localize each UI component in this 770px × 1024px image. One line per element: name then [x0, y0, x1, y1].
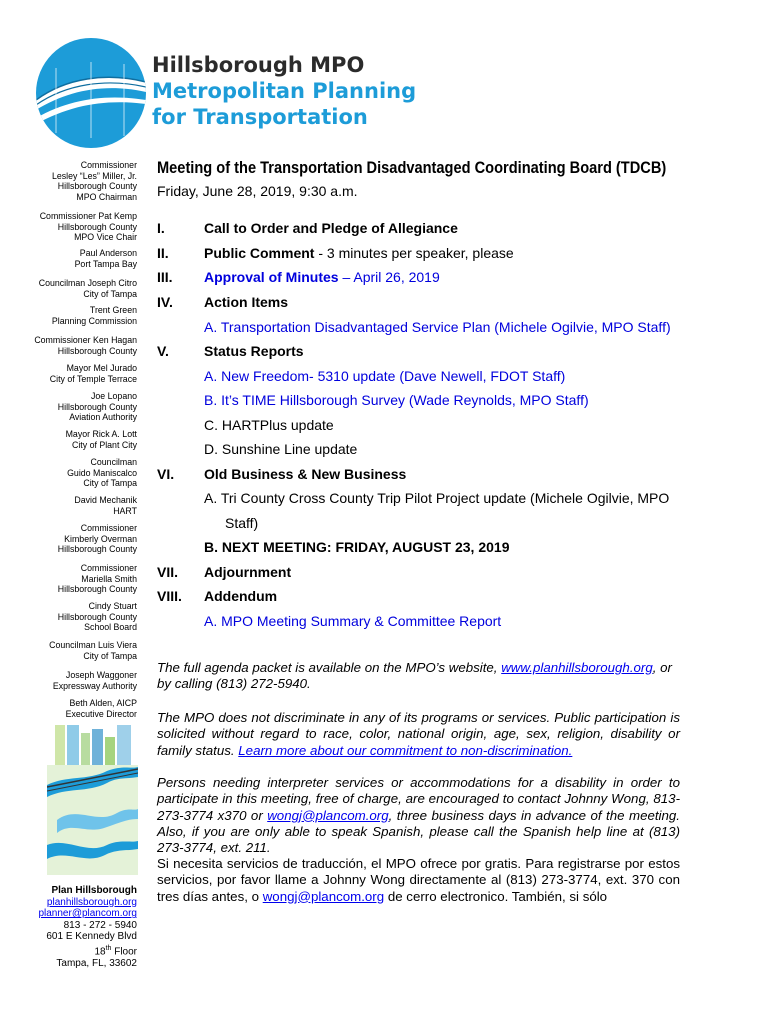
agenda-item-3[interactable]: [204, 269, 440, 285]
board-member-line: City of Tampa: [83, 478, 137, 488]
board-member: [58, 391, 137, 423]
agenda-item-6a-line2: Staff): [225, 515, 259, 531]
board-member-line: Commissioner: [80, 523, 137, 533]
board-member: [39, 278, 137, 299]
agenda-item-5d: D. Sunshine Line update: [204, 441, 358, 457]
agenda-item-5b[interactable]: B. It’s TIME Hillsborough Survey (Wade Reynolds, MPO Staff): [204, 392, 589, 408]
agenda-item-4: Action Items: [204, 294, 289, 310]
agenda-item-6a-line1: A. Tri County Cross County Trip Pilot Project update (Michele Ogilvie, MPO: [204, 490, 670, 506]
brand-line-2: Metropolitan Planning: [152, 79, 417, 103]
board-member-line: City of Tampa: [83, 288, 137, 299]
city-address: Tampa, FL, 33602: [56, 957, 137, 969]
board-member: [66, 698, 137, 719]
board-member-line: Guido Maniscalco: [67, 467, 137, 478]
board-member: [52, 160, 137, 202]
agenda-packet-note: [157, 660, 680, 693]
agenda-item-7: Adjournment: [204, 564, 292, 580]
board-member: [40, 211, 137, 243]
board-member: [66, 429, 137, 450]
agenda-item-5: Status Reports: [204, 343, 304, 359]
board-member-line: Councilman Luis Viera: [49, 640, 137, 650]
board-member-line: Councilman: [90, 457, 137, 467]
bridge-icon: [36, 38, 146, 148]
agenda-item-8a[interactable]: A. MPO Meeting Summary & Committee Report: [204, 613, 502, 629]
agenda-num-6: VI.: [157, 466, 175, 482]
board-member-line: Commissioner Pat Kemp: [39, 211, 137, 221]
board-member-line: Mariella Smith: [81, 573, 137, 584]
board-member-line: Hillsborough County: [57, 611, 137, 622]
board-member: [58, 523, 137, 555]
meeting-datetime: Friday, June 28, 2019, 9:30 a.m.: [157, 183, 358, 199]
board-member-line: City of Tampa: [83, 650, 137, 661]
interp-text-1: Persons needing interpreter services or accommodations for a disability in order to participate in this meeting, free of charge, are encouraged to contact Johnny Wong, 813-273-3774 x370 or: [157, 775, 680, 823]
street-address: 601 E Kennedy Blvd: [46, 931, 137, 943]
agenda-item-8: Addendum: [204, 588, 278, 604]
floor-word: Floor: [111, 946, 137, 958]
board-member-line: Councilman Joseph Citro: [38, 278, 137, 288]
spanish-email-link[interactable]: wongj@plancom.org: [262, 888, 385, 904]
agenda-item-4a[interactable]: A. Transportation Disadvantaged Service Plan (Michele Ogilvie, MPO Staff): [204, 319, 671, 335]
agenda-item-6: Old Business & New Business: [204, 466, 407, 482]
board-member: [74, 495, 137, 516]
interpreter-note: [157, 775, 680, 856]
agenda-num-3: III.: [157, 269, 173, 285]
nondiscrimination-note: [157, 710, 680, 759]
board-member-line: HART: [113, 505, 137, 516]
board-member-line: City of Plant City: [71, 439, 137, 450]
contact-block: [38, 885, 137, 969]
board-member-line: Commissioner Ken Hagan: [34, 335, 137, 345]
board-member-line: Commissioner: [80, 160, 137, 170]
board-member-line: School Board: [84, 622, 137, 632]
board-member: [53, 670, 137, 691]
board-member-line: Lesley “Les” Miller, Jr.: [51, 170, 137, 181]
interp-email-link[interactable]: wongj@plancom.org: [267, 807, 389, 823]
agenda-num-2: II.: [157, 245, 169, 261]
nondisc-text: The MPO does not discriminate in any of its programs or services. Public participation is solicited without regard to race, color, national origin, age, sex, religion, disability or family status.: [157, 710, 680, 758]
board-member-line: Beth Alden, AICP: [69, 698, 137, 708]
board-member-line: Aviation Authority: [69, 412, 137, 422]
packet-website-link[interactable]: www.planhillsborough.org: [501, 660, 653, 675]
sidebar-photo: [47, 725, 138, 875]
phone: 813 - 272 - 5940: [63, 919, 137, 931]
board-member-line: Hillsborough County: [57, 401, 137, 412]
website-link[interactable]: planhillsborough.org: [46, 896, 137, 908]
brand-line-1: Hillsborough MPO: [152, 53, 365, 77]
agenda-num-4: IV.: [157, 294, 173, 310]
board-member-line: Executive Director: [65, 708, 137, 719]
agenda-item-3-rest: – April 26, 2019: [338, 269, 440, 285]
agenda-item-5a[interactable]: A. New Freedom- 5310 update (Dave Newell, FDOT Staff): [204, 368, 566, 384]
board-member-line: Trent Green: [89, 305, 137, 315]
agenda-num-7: VII.: [157, 564, 179, 580]
board-member: [75, 248, 137, 269]
meeting-title: Meeting of the Transportation Disadvantaged Coordinating Board (TDCB): [157, 158, 667, 177]
agenda-item-6b: B. NEXT MEETING: FRIDAY, AUGUST 23, 2019: [204, 539, 510, 555]
board-member: [50, 363, 137, 384]
board-member-line: Hillsborough County: [57, 181, 137, 191]
spanish-text-2: de cerro electronico. También, si sólo: [384, 888, 608, 904]
brand-name: [152, 52, 416, 130]
board-member-line: Hillsborough County: [57, 544, 137, 554]
floor: [38, 943, 137, 958]
board-member-line: Cindy Stuart: [88, 601, 137, 611]
board-member-line: Joseph Waggoner: [65, 670, 137, 680]
agenda-num-8: VIII.: [157, 588, 182, 604]
skyline-river-icon: [47, 725, 138, 875]
board-member-line: Mayor Rick A. Lott: [65, 429, 137, 439]
board-member-line: Paul Anderson: [79, 248, 137, 258]
email-link[interactable]: planner@plancom.org: [38, 908, 137, 920]
mpo-logo: [36, 38, 146, 148]
packet-text-1: The full agenda packet is available on the MPO’s website,: [157, 660, 502, 675]
board-member: [49, 640, 137, 661]
board-member-line: Joe Lopano: [91, 391, 137, 401]
spanish-note: [157, 856, 680, 905]
board-member: [58, 563, 137, 595]
floor-number: 18: [94, 946, 106, 958]
agenda-item-2-rest: - 3 minutes per speaker, please: [314, 245, 514, 261]
board-member: [34, 335, 137, 356]
board-member-line: David Mechanik: [74, 495, 137, 505]
board-member-line: Hillsborough County: [57, 345, 137, 356]
agenda-item-1: Call to Order and Pledge of Allegiance: [204, 220, 458, 236]
floor-suffix: th: [105, 944, 112, 952]
board-member-line: Hillsborough County: [57, 221, 137, 232]
board-member-line: Port Tampa Bay: [74, 258, 137, 269]
spanish-text-1: Si necesita servicios de traducción, el MPO ofrece por gratis. Para registrarse por estos servicios, por favor llame a Johnny Wong directamente al (813) 273-3774, ext. 370 con tres días antes, o: [157, 856, 680, 904]
agenda-item-5c: C. HARTPlus update: [204, 417, 334, 433]
agenda-num-5: V.: [157, 343, 169, 359]
board-member-line: City of Temple Terrace: [49, 373, 137, 384]
board-member-line: MPO Vice Chair: [74, 232, 137, 242]
brand-line-3: for Transportation: [152, 105, 368, 129]
board-member-line: Hillsborough County: [57, 584, 137, 594]
board-member: [67, 457, 137, 489]
board-member-line: Expressway Authority: [52, 680, 137, 691]
agenda-num-1: I.: [157, 220, 165, 236]
board-member: [52, 305, 137, 326]
packet-text-2: , or by calling (813) 272-5940.: [157, 660, 672, 692]
agenda-item-3-bold: Approval of Minutes: [204, 269, 339, 285]
nondisc-link[interactable]: Learn more about our commitment to non-discrimination.: [238, 742, 573, 758]
org-name: Plan Hillsborough: [51, 885, 137, 896]
board-member-line: Commissioner: [80, 563, 137, 573]
interp-text-2: , three business days in advance of the meeting. Also, if you are only able to speak Spanish, please call the Spanish help line at (813) 273-3774, ext. 211.: [157, 807, 680, 856]
board-member-line: MPO Chairman: [76, 191, 137, 202]
board-member-line: Planning Commission: [51, 315, 137, 326]
agenda-item-2: [204, 245, 514, 261]
board-member-line: Kimberly Overman: [64, 533, 137, 544]
agenda-item-2-bold: Public Comment: [204, 245, 315, 261]
board-member: [58, 601, 137, 633]
board-member-line: Mayor Mel Jurado: [66, 363, 137, 373]
